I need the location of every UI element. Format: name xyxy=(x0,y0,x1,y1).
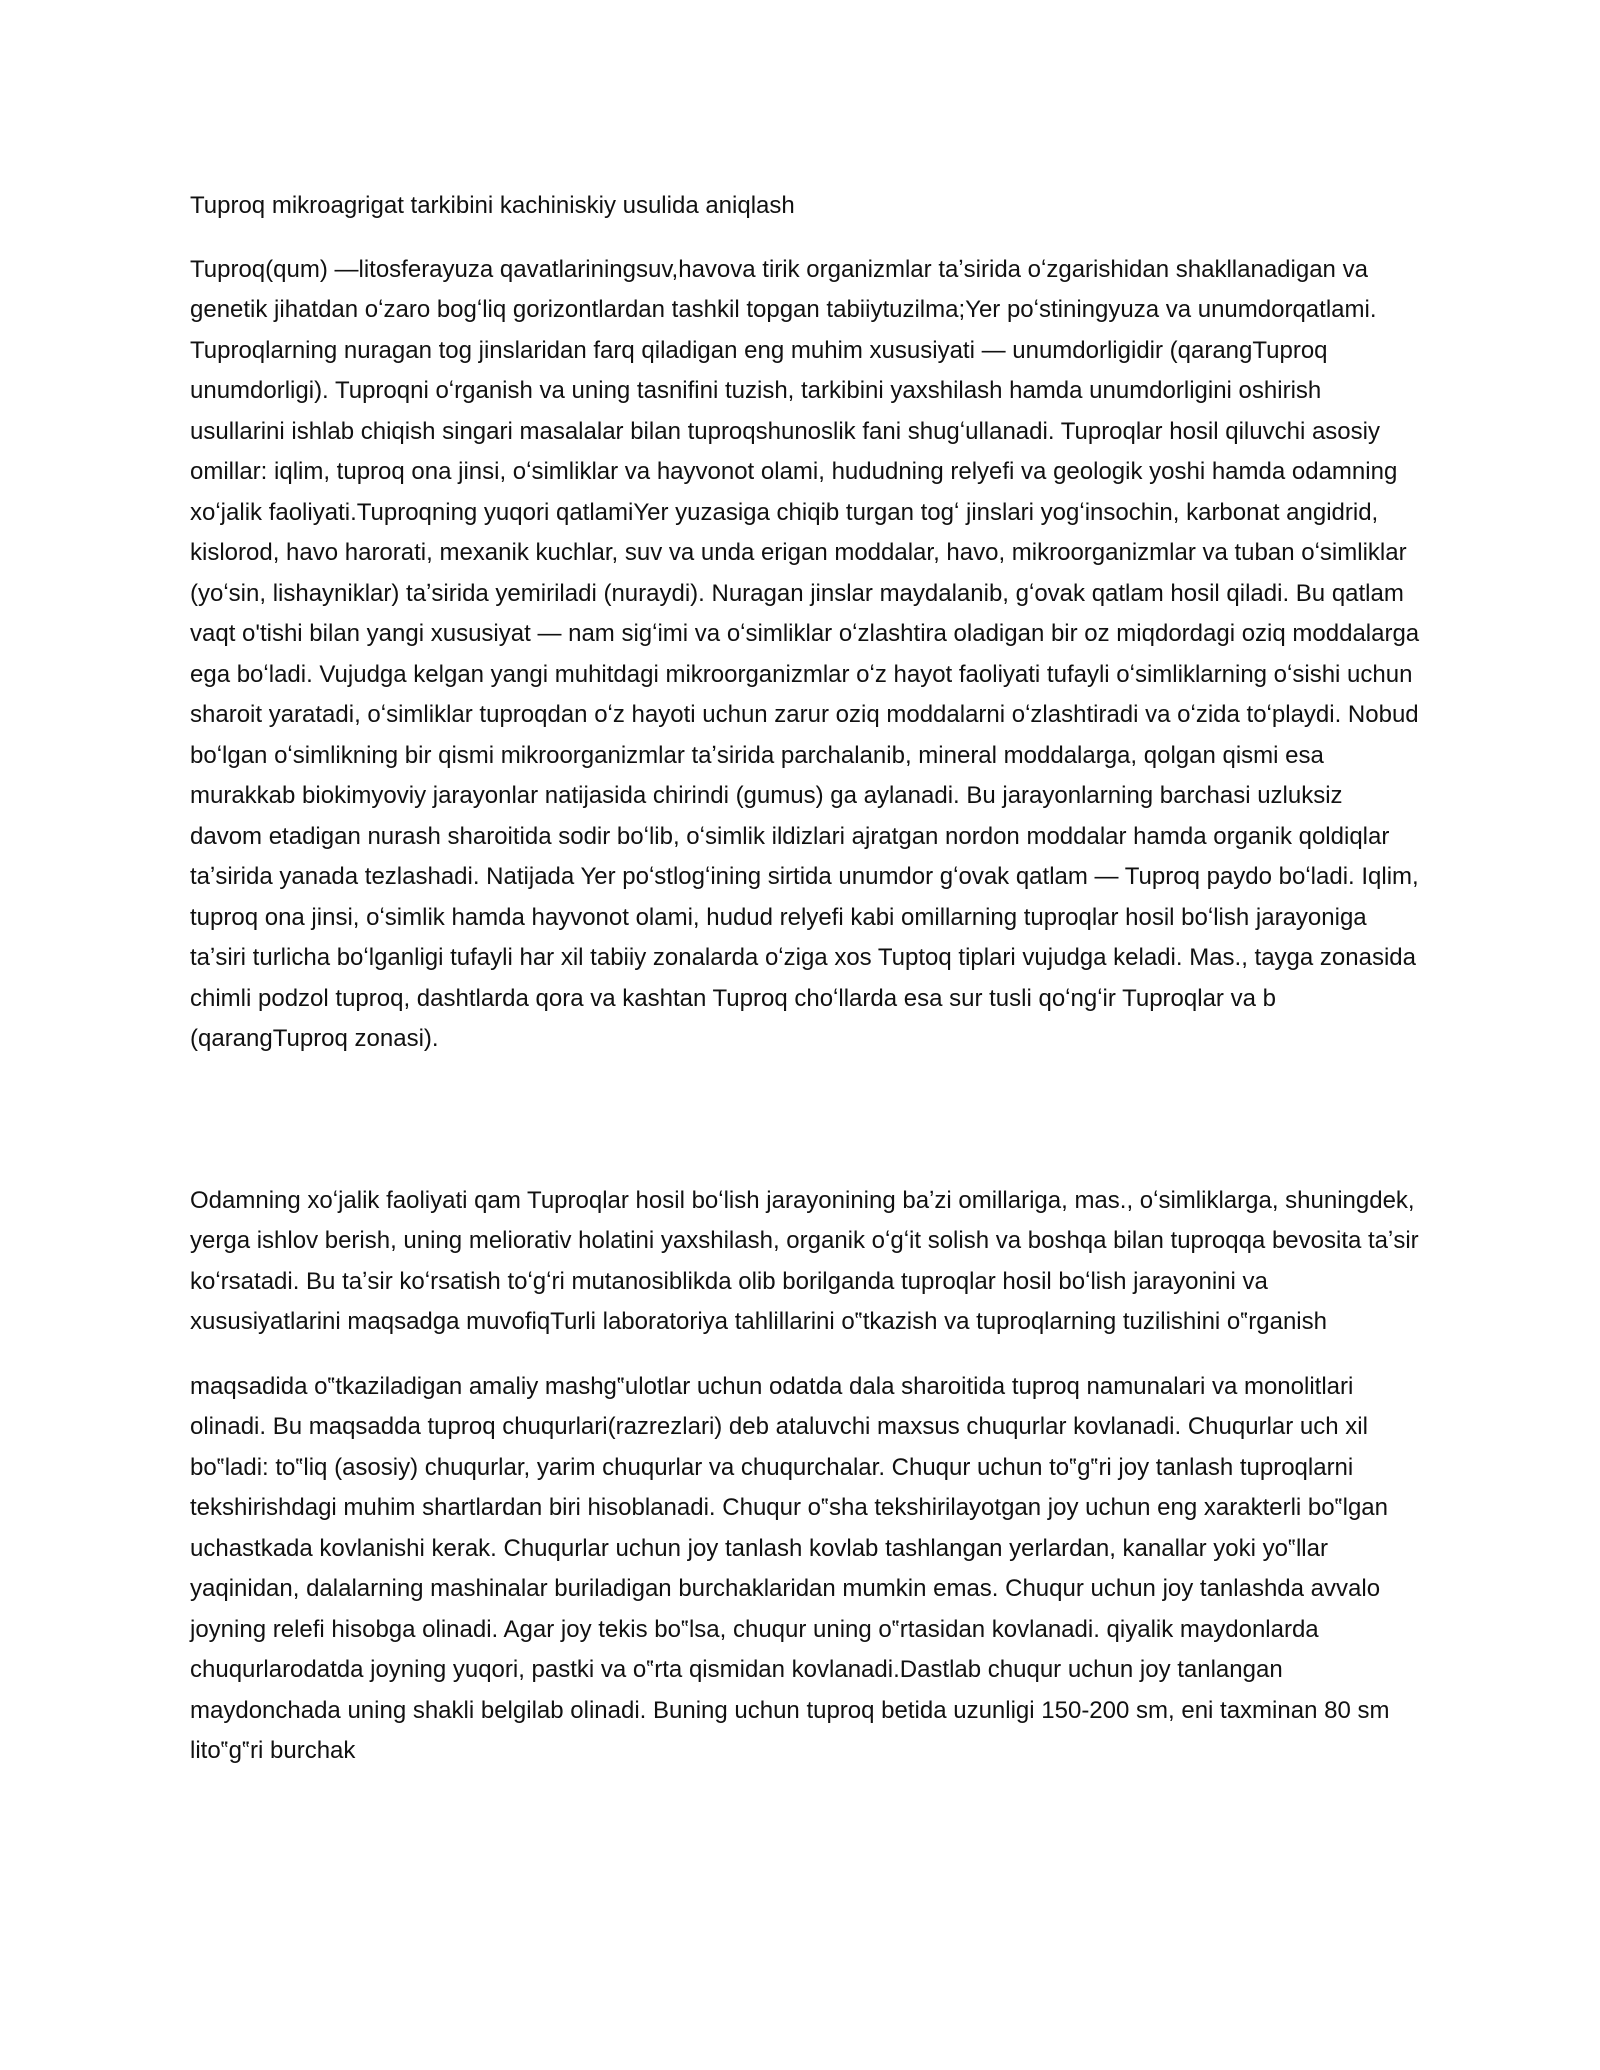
paragraph-human-activity: Odamning xoʻjalik faoliyati qam Tuproqlar hosil boʻlish jarayonining baʼzi omillariga, mas., oʻsimliklarga, shuningdek, yerga ishlov berish, uning meliorativ holatini yaxshilash, organik oʻgʻit solish va boshqa bilan tuproqqa bevosita taʼsir koʻrsatadi. Bu taʼsir koʻrsatish toʻgʻri mutanosiblikda olib borilganda tuproqlar hosil boʻlish jarayonini va xususiyatlarini maqsadga muvofiqTurli laboratoriya tahlillarini o‟tkazish va tuproqlarning tuzilishini o‟rganish xyxy=(190,1186,1419,1335)
document-page xyxy=(190,186,1420,1772)
paragraph-soil-definition: Tuproq(qum) —litosferayuza qavatlariningsuv,havova tirik organizmlar taʼsirida oʻzgarishidan shakllanadigan va genetik jihatdan oʻzaro bogʻliq gorizontlardan tashkil topgan tabiiytuzilma;Yer poʻstiningyuza va unumdorqatlami. Tuproqlarning nuragan tog jinslaridan farq qiladigan eng muhim xususiyati — unumdorligidir (qarangTuproq unumdorligi). Tuproqni oʻrganish va uning tasnifini tuzish, tarkibini yaxshilash hamda unumdorligini oshirish usullarini ishlab chiqish singari masalalar bilan tuproqshunoslik fani shugʻullanadi. Tuproqlar hosil qiluvchi asosiy omillar: iqlim, tuproq ona jinsi, oʻsimliklar va hayvonot olami, hududning relyefi va geologik yoshi hamda odamning xoʻjalik faoliyati.Tuproqning yuqori qatlamiYer yuzasiga chiqib turgan togʻ jinslari yogʻinsochin, karbonat angidrid, kislorod, havo harorati, mexanik kuchlar, suv va unda erigan moddalar, havo, mikroorganizmlar va tuban oʻsimliklar (yoʻsin, lishayniklar) taʼsirida yemiriladi (nuraydi). Nuragan jinslar maydalanib, gʻovak qatlam hosil qiladi. Bu qatlam vaqt o'tishi bilan yangi xususiyat — nam sigʻimi va oʻsimliklar oʻzlashtira oladigan bir oz miqdordagi oziq moddalarga ega boʻladi. Vujudga kelgan yangi muhitdagi mikroorganizmlar oʻz hayot faoliyati tufayli oʻsimliklarning oʻsishi uchun sharoit yaratadi, oʻsimliklar tuproqdan oʻz hayoti uchun zarur oziq moddalarni oʻzlashtiradi va oʻzida toʻplaydi. Nobud boʻlgan oʻsimlikning bir qismi mikroorganizmlar taʼsirida parchalanib, mineral moddalarga, qolgan qismi esa murakkab biokimyoviy jarayonlar natijasida chirindi (gumus) ga aylanadi. Bu jarayonlarning barchasi uzluksiz davom etadigan nurash sharoitida sodir boʻlib, oʻsimlik ildizlari ajratgan nordon moddalar hamda organik qoldiqlar taʼsirida yanada tezlashadi. Natijada Yer poʻstlogʻining sirtida unumdor gʻovak qatlam — Tuproq paydo boʻladi. Iqlim, tuproq ona jinsi, oʻsimlik hamda hayvonot olami, hudud relyefi kabi omillarning tuproqlar hosil boʻlish jarayoniga taʼsiri turlicha boʻlganligi tufayli har xil tabiiy zonalarda oʻziga xos Tuptoq tiplari vujudga keladi. Mas., tayga zonasida chimli podzol tuproq, dashtlarda qora va kashtan Tuproq choʻllarda esa sur tusli qoʻngʻir Tuproqlar va b (qarangTuproq zonasi). xyxy=(190,255,1420,1052)
paragraph-soil-pits: maqsadida o‟tkaziladigan amaliy mashg‟ulotlar uchun odatda dala sharoitida tuproq namunalari va monolitlari olinadi. Bu maqsadda tuproq chuqurlari(razrezlari) deb ataluvchi maxsus chuqurlar kovlanadi. Chuqurlar uch xil bo‟ladi: to‟liq (asosiy) chuqurlar, yarim chuqurlar va chuqurchalar. Chuqur uchun to‟g‟ri joy tanlash tuproqlarni tekshirishdagi muhim shartlardan biri hisoblanadi. Chuqur o‟sha tekshirilayotgan joy uchun eng xarakterli bo‟lgan uchastkada kovlanishi kerak. Chuqurlar uchun joy tanlash kovlab tashlangan yerlardan, kanallar yoki yo‟llar yaqinidan, dalalarning mashinalar buriladigan burchaklaridan mumkin emas. Chuqur uchun joy tanlashda avvalo joyning relefi hisobga olinadi. Agar joy tekis bo‟lsa, chuqur uning o‟rtasidan kovlanadi. qiyalik maydonlarda chuqurlarodatda joyning yuqori, pastki va o‟rta qismidan kovlanadi.Dastlab chuqur uchun joy tanlangan maydonchada uning shakli belgilab olinadi. Buning uchun tuproq betida uzunligi 150-200 sm, eni taxminan 80 sm lito‟g‟ri burchak xyxy=(190,1372,1390,1764)
document-title: Tuproq mikroagrigat tarkibini kachiniskiy usulida aniqlash xyxy=(190,192,795,219)
